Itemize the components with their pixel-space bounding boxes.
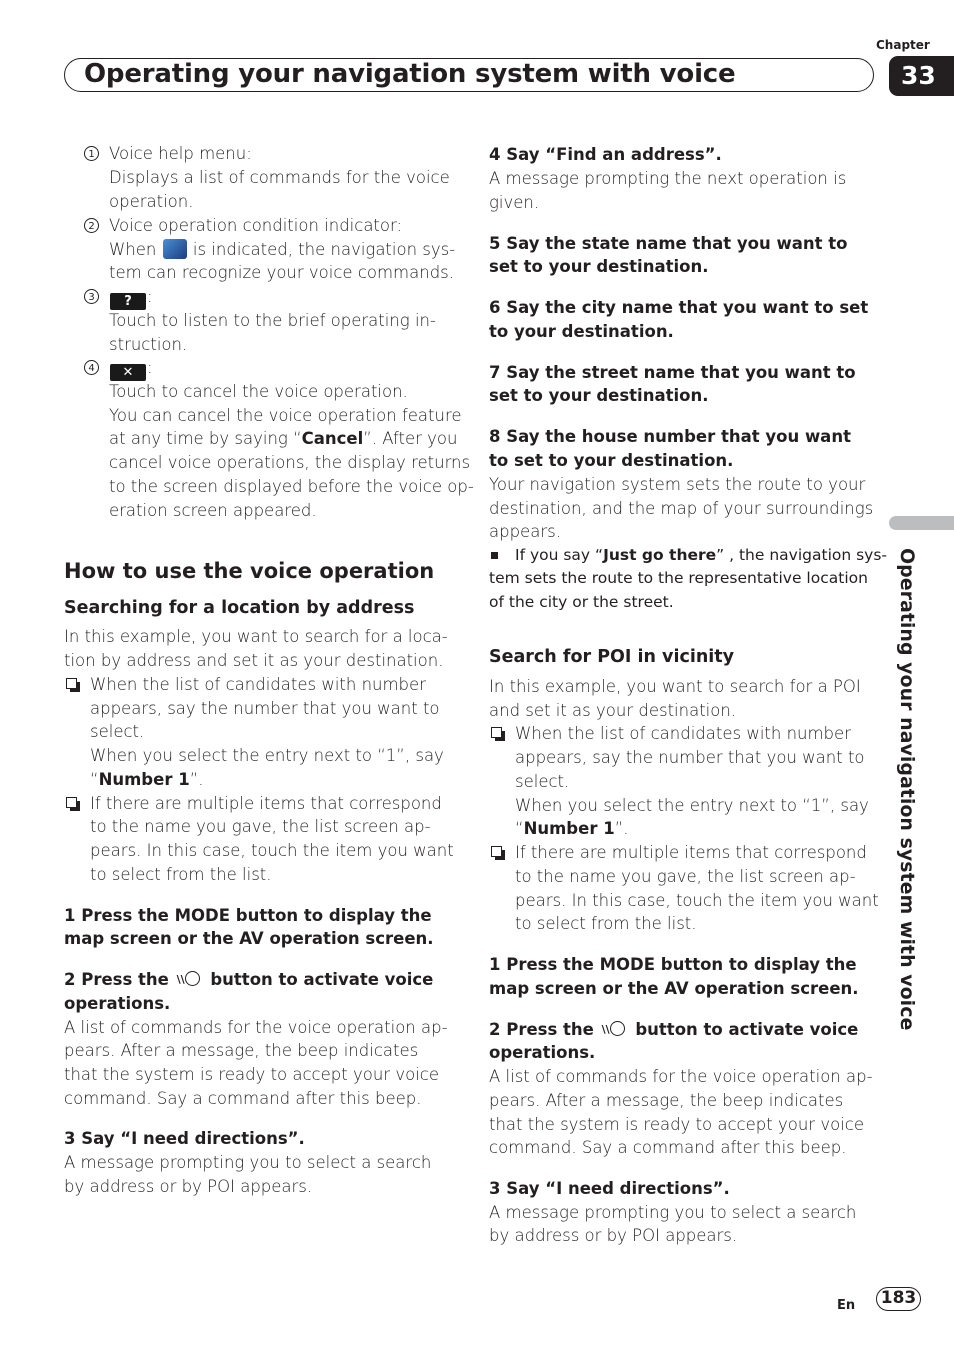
tip-text: If you say “Just go there” , the navigation sys- [515,546,888,564]
side-tab [896,548,926,1048]
step-2-body: command. Say a command after this beep. [64,1089,422,1108]
step-2-body: that the system is ready to accept your voice [489,1115,864,1134]
step-3-body: by address or by POI appears. [489,1226,738,1245]
item-number-3: 3 [84,289,99,304]
note-text: appears, say the number that you want to [515,748,865,767]
voice-button-icon: \\ [602,1020,628,1038]
chapter-label: Chapter [876,38,930,52]
language-label: En [837,1298,856,1313]
note-text: “Number 1”. [515,819,629,838]
note-text: When the list of candidates with number [90,675,426,694]
step-8-body: destination, and the map of your surroundings [489,499,874,518]
step-4-body: A message prompting the next operation is [489,169,847,188]
tip-text: of the city or the street. [489,593,674,611]
note-text: “Number 1”. [90,770,204,789]
step-1: 1 Press the MODE button to display the [64,906,432,925]
step-5: set to your destination. [489,257,709,276]
tip-bullet-icon [491,552,498,559]
cancel-button-row: ✕ : [109,356,153,381]
cancel-desc: to the screen displayed before the voice op- [109,477,474,496]
step-3: 3 Say “I need directions”. [64,1129,305,1148]
note-icon [491,727,502,738]
note-text: pears. In this case, touch the item you want [515,891,879,910]
item-number-4: 4 [84,360,99,375]
voice-help-desc: Displays a list of commands for the voice [109,168,450,187]
note-text: to the name you gave, the list screen ap- [90,817,431,836]
step-6: to your destination. [489,322,674,341]
indicator-desc: tem can recognize your voice commands. [109,263,455,282]
step-3-body: by address or by POI appears. [64,1177,313,1196]
step-8: to set to your destination. [489,451,734,470]
side-tab-label: Operating your navigation system with voice [896,548,918,1031]
step-1: map screen or the AV operation screen. [64,929,434,948]
note-icon [66,797,77,808]
step-2: operations. [64,994,171,1013]
intro-text: and set it as your destination. [489,701,737,720]
step-3-body: A message prompting you to select a search [489,1203,857,1222]
intro-text: In this example, you want to search for a loca- [64,627,448,646]
step-2-body: command. Say a command after this beep. [489,1138,847,1157]
note-icon [491,846,502,857]
cancel-desc: eration screen appeared. [109,501,317,520]
step-2: 2 Press the \\ button to activate voice [64,970,434,989]
help-button-desc: Touch to listen to the brief operating in- [109,311,436,330]
step-8: 8 Say the house number that you want [489,427,851,446]
note-text: appears, say the number that you want to [90,699,440,718]
step-3: 3 Say “I need directions”. [489,1179,730,1198]
step-7: set to your destination. [489,386,709,405]
page-title: Operating your navigation system with voice [84,59,736,89]
step-2-body: pears. After a message, the beep indicates [489,1091,844,1110]
cancel-desc: cancel voice operations, the display returns [109,453,471,472]
voice-button-icon: \\ [177,970,203,988]
step-8-body: appears. [489,522,561,541]
note-text: When you select the entry next to “1”, say [515,796,869,815]
chapter-number: 33 [889,56,954,96]
cancel-desc: Touch to cancel the voice operation. [109,382,408,401]
indicator-desc: When is indicated, the navigation sys- [109,240,456,259]
note-text: If there are multiple items that correspond [90,794,442,813]
step-5: 5 Say the state name that you want to [489,234,848,253]
intro-text: tion by address and set it as your destination. [64,651,444,670]
section-heading: How to use the voice operation [64,559,435,583]
item-number-2: 2 [84,218,99,233]
tip-text: tem sets the route to the representative location [489,569,868,587]
step-2-body: that the system is ready to accept your voice [64,1065,439,1084]
voice-help-desc: operation. [109,192,194,211]
step-2: operations. [489,1043,596,1062]
step-1: map screen or the AV operation screen. [489,979,859,998]
note-text: to select from the list. [90,865,272,884]
note-text: When the list of candidates with number [515,724,851,743]
note-text: When you select the entry next to “1”, say [90,746,444,765]
side-tab-marker [889,516,954,530]
step-8-body: Your navigation system sets the route to your [489,475,866,494]
help-button-desc: struction. [109,335,188,354]
note-text: If there are multiple items that correspond [515,843,867,862]
intro-text: In this example, you want to search for a POI [489,677,861,696]
subsection-heading: Searching for a location by address [64,598,415,618]
note-text: select. [90,722,145,741]
step-4: 4 Say “Find an address”. [489,145,722,164]
page-number: 183 [876,1287,921,1311]
note-text: to select from the list. [515,914,697,933]
step-6: 6 Say the city name that you want to set [489,298,869,317]
help-button-row: ? : [109,285,153,310]
microphone-icon [163,239,187,259]
note-text: pears. In this case, touch the item you want [90,841,454,860]
voice-help-label: Voice help menu: [109,144,252,163]
question-icon: ? [110,293,146,310]
step-2-body: pears. After a message, the beep indicates [64,1041,419,1060]
step-3-body: A message prompting you to select a search [64,1153,432,1172]
subsection-heading: Search for POI in vicinity [489,647,735,667]
cancel-desc: at any time by saying “Cancel”. After you [109,429,458,448]
indicator-label: Voice operation condition indicator: [109,216,403,235]
step-2: 2 Press the \\ button to activate voice [489,1020,859,1039]
step-1: 1 Press the MODE button to display the [489,955,857,974]
cancel-desc: You can cancel the voice operation feature [109,406,462,425]
note-text: to the name you gave, the list screen ap- [515,867,856,886]
step-4-body: given. [489,193,540,212]
step-2-body: A list of commands for the voice operation ap- [64,1018,448,1037]
step-7: 7 Say the street name that you want to [489,363,856,382]
close-icon: ✕ [110,364,146,381]
step-2-body: A list of commands for the voice operation ap- [489,1067,873,1086]
note-text: select. [515,772,570,791]
item-number-1: 1 [84,146,99,161]
note-icon [66,678,77,689]
